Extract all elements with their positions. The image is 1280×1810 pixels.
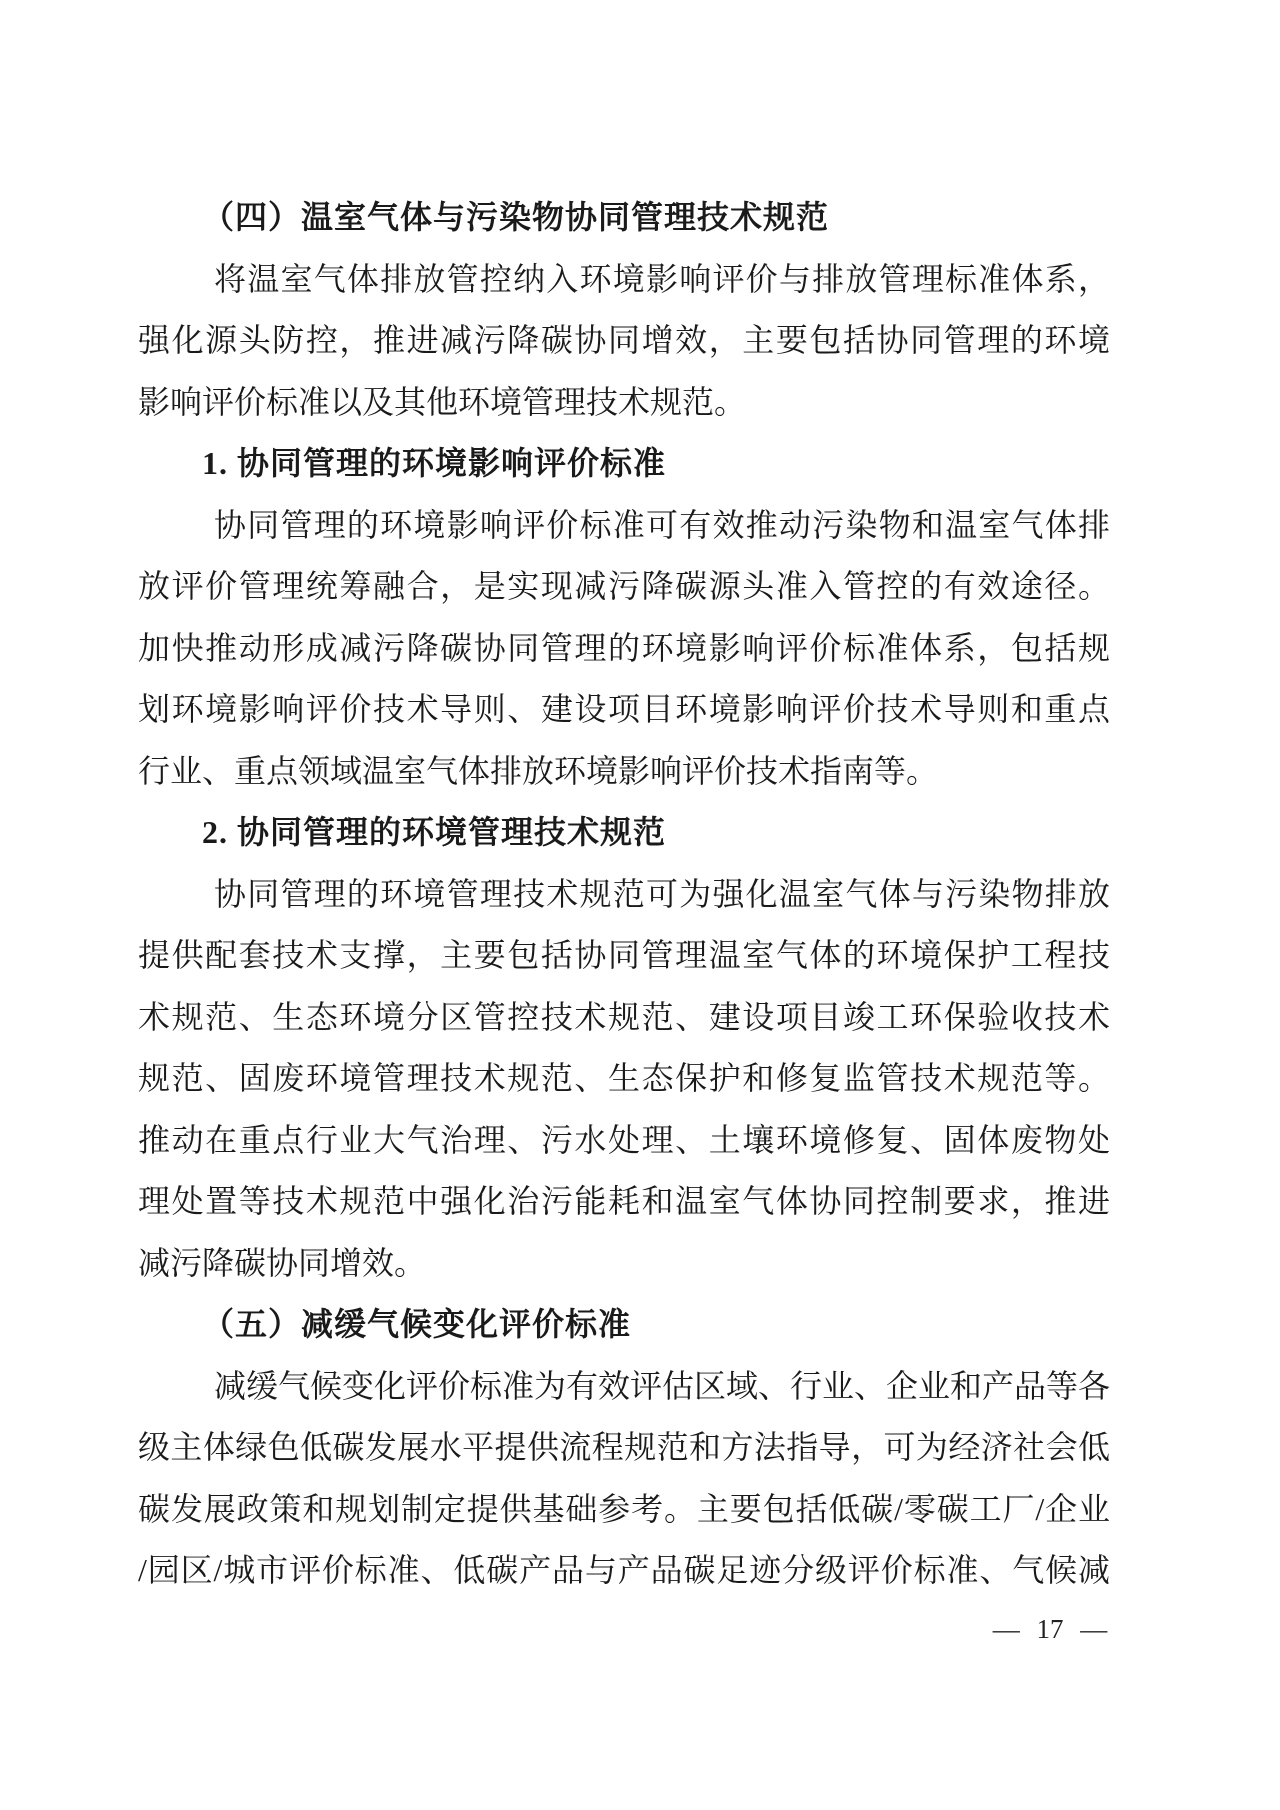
body-line: 协同管理的环境管理技术规范可为强化温室气体与污染物排放 — [214, 875, 1110, 912]
section-5-heading: （五）减缓气候变化评价标准 — [202, 1306, 632, 1342]
body-line: 级主体绿色低碳发展水平提供流程规范和方法指导，可为经济社会低 — [138, 1429, 1110, 1465]
body-line: 提供配套技术支撑，主要包括协同管理温室气体的环境保护工程技 — [138, 937, 1110, 973]
body-line: 减污降碳协同增效。 — [138, 1244, 427, 1281]
body-line: 影响评价标准以及其他环境管理技术规范。 — [138, 383, 747, 420]
body-line: 加快推动形成减污降碳协同管理的环境影响评价标准体系，包括规 — [138, 629, 1110, 666]
body-line: 推动在重点行业大气治理、污水处理、土壤环境修复、固体废物处 — [138, 1121, 1110, 1158]
body-line: 规范、固废环境管理技术规范、生态保护和修复监管技术规范等。 — [138, 1060, 1110, 1096]
body-line: 划环境影响评价技术导则、建设项目环境影响评价技术导则和重点 — [138, 691, 1110, 727]
page-number: — 17 — — [992, 1614, 1108, 1644]
body-line: 强化源头防控，推进减污降碳协同增效，主要包括协同管理的环境 — [138, 322, 1110, 358]
body-line: /园区/城市评价标准、低碳产品与产品碳足迹分级评价标准、气候减 — [138, 1552, 1110, 1588]
body-line: 行业、重点领域温室气体排放环境影响评价技术指南等。 — [138, 752, 939, 789]
body-line: 术规范、生态环境分区管控技术规范、建设项目竣工环保验收技术 — [138, 998, 1110, 1035]
body-line: 理处置等技术规范中强化治污能耗和温室气体协同控制要求，推进 — [138, 1183, 1110, 1219]
body-line: 减缓气候变化评价标准为有效评估区域、行业、企业和产品等各 — [214, 1367, 1110, 1404]
body-line: 将温室气体排放管控纳入环境影响评价与排放管理标准体系， — [214, 260, 1110, 297]
body-line: 协同管理的环境影响评价标准可有效推动污染物和温室气体排 — [214, 506, 1110, 543]
subsection-1-heading: 1. 协同管理的环境影响评价标准 — [202, 445, 667, 481]
section-4-heading: （四）温室气体与污染物协同管理技术规范 — [202, 199, 830, 235]
body-line: 碳发展政策和规划制定提供基础参考。主要包括低碳/零碳工厂/企业 — [138, 1490, 1110, 1527]
document-text-block — [138, 187, 1110, 1602]
body-line: 放评价管理统筹融合，是实现减污降碳源头准入管控的有效途径。 — [138, 568, 1110, 604]
subsection-2-heading: 2. 协同管理的环境管理技术规范 — [202, 814, 667, 850]
